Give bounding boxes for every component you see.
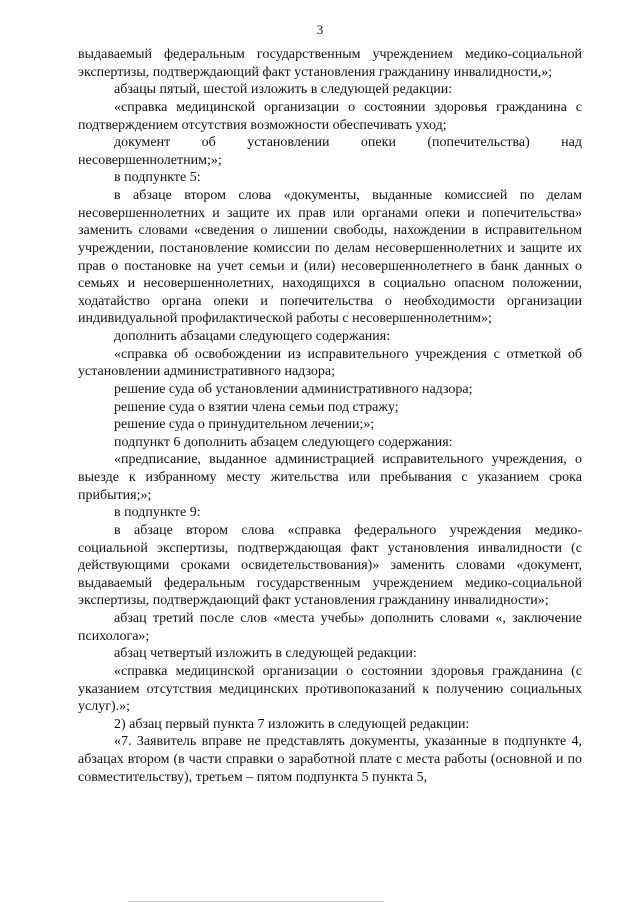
- paragraph: «справка медицинской организации о состоянии здоровья гражданина (с указанием отсутствия медицинских противопоказаний к получению социальных услуг).»;: [78, 663, 582, 715]
- paragraph: абзац четвертый изложить в следующей редакции:: [114, 646, 417, 662]
- paragraph: «7. Заявитель вправе не представлять документы, указанные в подпункте 4, абзацах втором (в части справки о заработной плате с места работы (основной и по совместительству), третьем – пятом подпункта 5 пункта 5,: [78, 734, 582, 785]
- paragraph: абзац третий после слов «места учебы» дополнить словами «, заключение психолога»;: [78, 611, 582, 644]
- paragraph: в абзаце втором слова «документы, выданные комиссией по делам несовершеннолетних и защите их прав или органами опеки и попечительства» заменить словами «сведения о лишении свободы, нахождении в исправительном учреждении, постановление комиссии по делам несовершеннолетних и защите их прав о постановке на учет семьи и (или) несовершеннолетнего в банк данных о семьях и несовершеннолетних, находящихся в социально опасном положении, ходатайство органа опеки и попечительства о необходимости организации индивидуальной профилактической работы с несовершеннолетним»;: [78, 188, 582, 327]
- paragraph: документ об установлении опеки (попечительства) над несовершеннолетним;»;: [78, 135, 582, 168]
- paragraph: дополнить абзацами следующего содержания:: [114, 329, 391, 344]
- page-number: 3: [316, 22, 324, 37]
- paragraph: выдаваемый федеральным государственным учреждением медико-социальной экспертизы, подтверждающий факт установления гражданину инвалидности,»;: [78, 47, 582, 80]
- paragraph: 2) абзац первый пункта 7 изложить в следующей редакции:: [114, 716, 470, 732]
- paragraph: «справка медицинской организации о состоянии здоровья гражданина с подтверждением отсутствия возможности обеспечивать уход;: [78, 99, 582, 133]
- paragraph: решение суда об установлении административного надзора;: [114, 381, 473, 397]
- paragraph: «справка об освобождении из исправительного учреждения с отметкой об установлении административного надзора;: [78, 346, 582, 380]
- paragraph: «предписание, выданное администрацией исправительного учреждения, о выезде к избранному месту жительства или пребывания с указанием срока прибытия;»;: [78, 452, 582, 503]
- paragraph: в абзаце втором слова «справка федерального учреждения медико-социальной экспертизы, подтверждающая факт установления инвалидности (с действующими сроками освидетельствования)» заменить словами «документ, выдаваемый федеральным государственным учреждением медико-социальной экспертизы, подтверждающий факт установления гражданину инвалидности»;: [78, 522, 582, 609]
- paragraph: решение суда о принудительном лечении;»;: [114, 417, 375, 433]
- document-body: [78, 46, 582, 786]
- paragraph: в подпункте 5:: [114, 170, 201, 186]
- paragraph: в подпункте 9:: [114, 505, 201, 521]
- paragraph: абзацы пятый, шестой изложить в следующей редакции:: [114, 82, 453, 98]
- paragraph: решение суда о взятии члена семьи под стражу;: [114, 399, 399, 415]
- paragraph: подпункт 6 дополнить абзацем следующего содержания:: [114, 434, 453, 450]
- scan-edge-line: [0, 901, 640, 902]
